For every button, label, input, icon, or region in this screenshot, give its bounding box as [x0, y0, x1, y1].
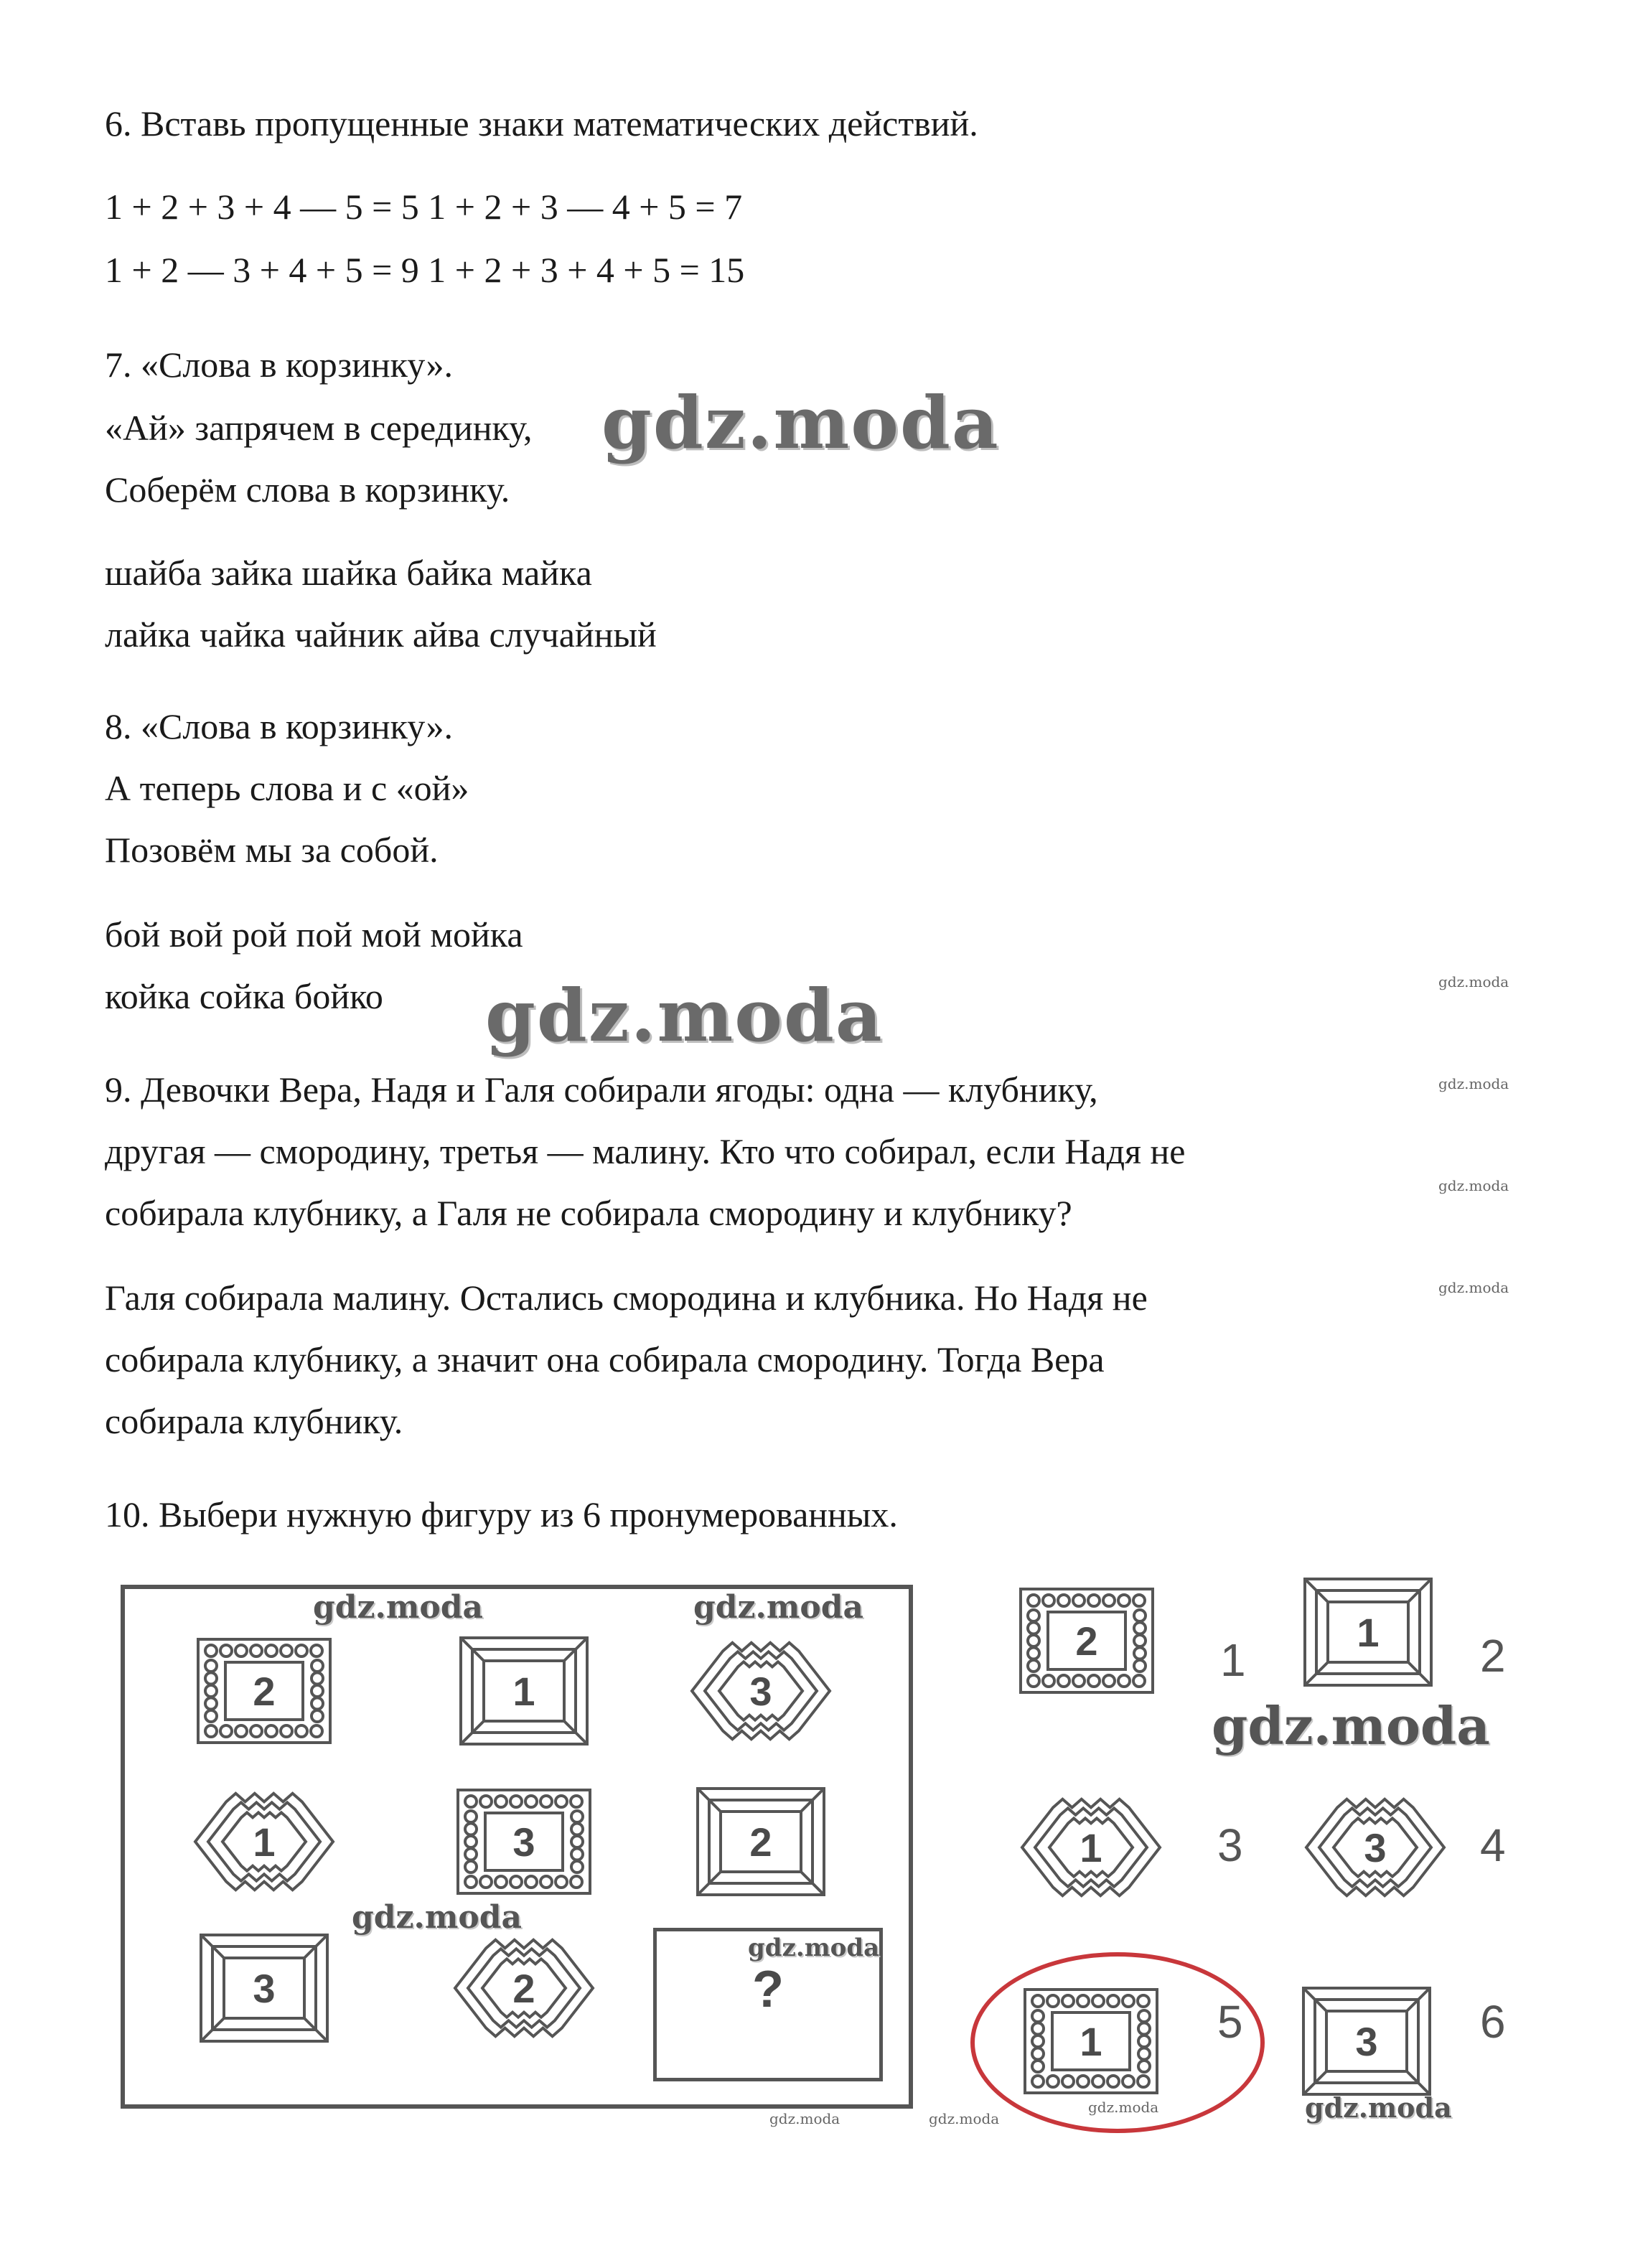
svg-text:2: 2 — [512, 1966, 535, 2011]
option-number-1: 1 — [1220, 1634, 1246, 1686]
option-figure-4 — [1303, 1786, 1447, 1908]
option-figure-1 — [1015, 1580, 1158, 1702]
grid-figure — [689, 1781, 833, 1903]
svg-text:3: 3 — [749, 1669, 772, 1714]
task8-title: 8. «Слова в корзинку». — [105, 706, 454, 746]
option-number-4: 4 — [1480, 1819, 1506, 1871]
svg-text:3: 3 — [1364, 1825, 1387, 1870]
watermark-large: gdz.moda — [485, 973, 884, 1058]
option-number-5: 5 — [1217, 1996, 1243, 2048]
svg-text:1: 1 — [1357, 1610, 1380, 1655]
task9-question-line3: собирала клубнику, а Галя не собирала смородину и клубнику? — [105, 1193, 1072, 1233]
watermark-large: gdz.moda — [601, 380, 1000, 465]
task7-title: 7. «Слова в корзинку». — [105, 345, 454, 385]
task8-words-line1: бой вой рой пой мой мойка — [105, 914, 523, 955]
watermark-small: gdz.moda — [1438, 1279, 1509, 1296]
option-number-6: 6 — [1480, 1996, 1506, 2048]
task6-equations-line1: 1 + 2 + 3 + 4 — 5 = 5 1 + 2 + 3 — 4 + 5 = 7 — [105, 187, 743, 227]
option-figure-2 — [1296, 1571, 1440, 1693]
task7-words-line2: лайка чайка чайник айва случайный — [105, 614, 657, 655]
grid-figure — [689, 1630, 833, 1752]
watermark-medium: gdz.moda — [1305, 2091, 1452, 2124]
grid-figure — [192, 1781, 336, 1903]
watermark-small: gdz.moda — [1438, 973, 1509, 990]
task8-words-line2: койка сойка бойко — [105, 976, 383, 1016]
svg-text:1: 1 — [512, 1669, 535, 1714]
watermark-medium: gdz.moda — [313, 1589, 484, 1626]
task8-verse-line2: Позовём мы за собой. — [105, 830, 439, 870]
task9-question-line2: другая — смородину, третья — малину. Кто что собирал, если Надя не — [105, 1131, 1186, 1171]
option-figure-6 — [1295, 1980, 1438, 2102]
svg-text:1: 1 — [253, 1819, 276, 1865]
watermark-small: gdz.moda — [929, 2110, 1000, 2127]
watermark-small: gdz.moda — [1088, 2099, 1159, 2116]
task9-answer-line2: собирала клубнику, а значит она собирала смородину. Тогда Вера — [105, 1339, 1105, 1379]
option-number-2: 2 — [1480, 1630, 1506, 1682]
task7-words-line1: шайба зайка шайка байка майка — [105, 553, 592, 593]
watermark-small: gdz.moda — [1438, 1075, 1509, 1092]
watermark-medium: gdz.moda — [352, 1899, 523, 1936]
grid-figure — [452, 1927, 596, 2049]
grid-figure — [192, 1927, 336, 2049]
grid-figure — [452, 1630, 596, 1752]
task10-title: 10. Выбери нужную фигуру из 6 пронумерованных. — [105, 1494, 898, 1534]
svg-text:2: 2 — [749, 1819, 772, 1865]
watermark-small: gdz.moda — [1438, 1177, 1509, 1194]
svg-text:1: 1 — [1080, 2019, 1102, 2064]
svg-text:2: 2 — [253, 1669, 276, 1714]
task6-equations-line2: 1 + 2 — 3 + 4 + 5 = 9 1 + 2 + 3 + 4 + 5 = 15 — [105, 250, 745, 290]
watermark-small: gdz.moda — [769, 2110, 840, 2127]
task9-answer-line1: Галя собирала малину. Остались смородина и клубника. Но Надя не — [105, 1278, 1148, 1318]
svg-text:1: 1 — [1080, 1825, 1102, 1870]
task7-verse-line1: «Ай» запрячем в серединку, — [105, 408, 533, 448]
task9-answer-line3: собирала клубнику. — [105, 1401, 403, 1441]
task9-question-line1: 9. Девочки Вера, Надя и Галя собирали ягоды: одна — клубнику, — [105, 1069, 1098, 1110]
svg-text:2: 2 — [1075, 1618, 1098, 1664]
svg-text:3: 3 — [1355, 2019, 1378, 2064]
grid-figure — [192, 1630, 336, 1752]
grid-figure — [452, 1781, 596, 1903]
watermark-medium: gdz.moda — [1212, 1695, 1490, 1756]
option-number-3: 3 — [1217, 1819, 1243, 1871]
svg-text:3: 3 — [253, 1966, 276, 2011]
task7-verse-line2: Соберём слова в корзинку. — [105, 469, 510, 510]
option-figure-3 — [1019, 1786, 1163, 1908]
missing-figure-mark: ? — [752, 1961, 784, 2018]
task8-verse-line1: А теперь слова и с «ой» — [105, 768, 469, 808]
watermark-medium: gdz.moda — [748, 1934, 880, 1962]
task6-title: 6. Вставь пропущенные знаки математических действий. — [105, 103, 978, 144]
svg-text:3: 3 — [512, 1819, 535, 1865]
watermark-medium: gdz.moda — [693, 1589, 864, 1626]
